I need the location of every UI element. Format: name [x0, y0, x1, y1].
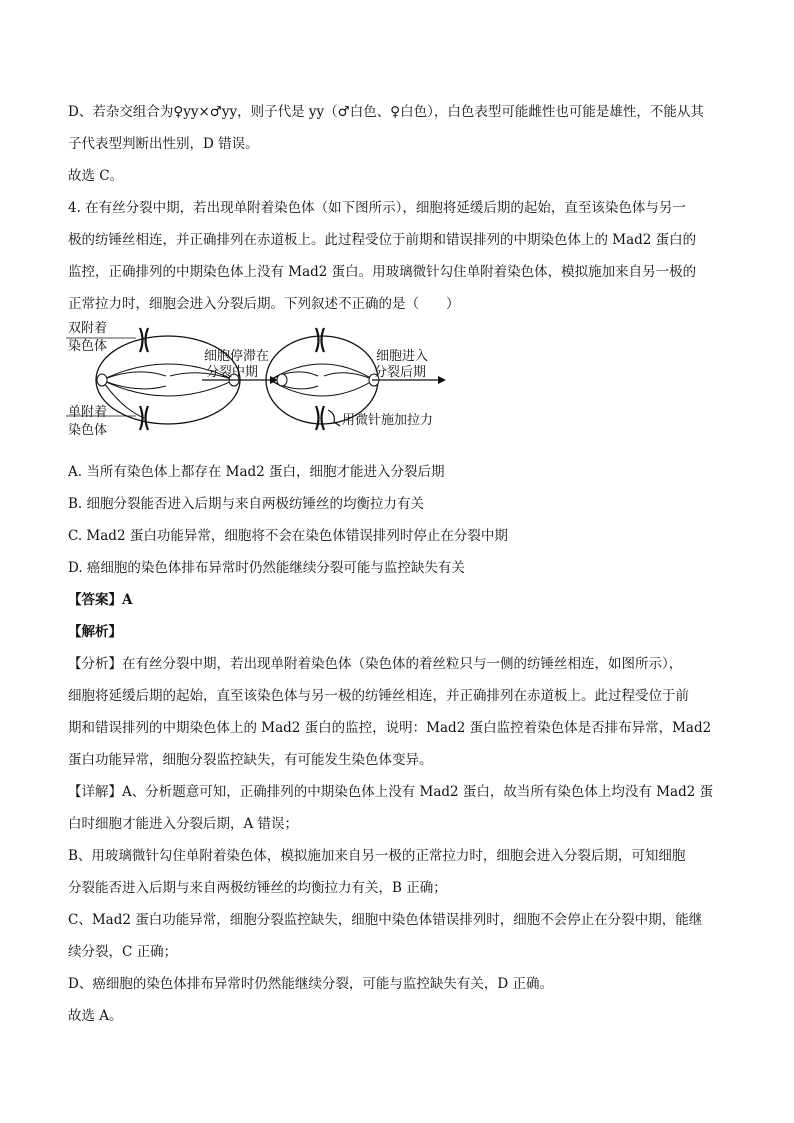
- detail-line2: 白时细胞才能进入分裂后期，A 错误；: [68, 816, 299, 832]
- detail-line6: 续分裂，C 正确；: [68, 944, 178, 960]
- option-a: A. 当所有染色体上都存在 Mad2 蛋白，细胞才能进入分裂后期: [68, 464, 445, 480]
- detail-line5: C、Mad2 蛋白功能异常，细胞分裂监控缺失，细胞中染色体错误排列时，细胞不会停止在分裂中期，能继: [68, 912, 703, 928]
- detail-line4: 分裂能否进入后期与来自两极纺锤丝的均衡拉力有关，B 正确；: [68, 880, 447, 896]
- needle-label: 用微针施加拉力: [342, 413, 434, 428]
- label-single-line2: 染色体: [68, 423, 108, 438]
- final-answer-line: 故选 A。: [68, 1008, 123, 1024]
- label-double-line1: 双附着: [68, 321, 108, 336]
- option-d: D. 癌细胞的染色体排布异常时仍然能继续分裂可能与监控缺失有关: [68, 560, 465, 576]
- mitosis-diagram: [66, 318, 466, 448]
- arrow1-label-bottom: 分裂中期: [206, 365, 259, 380]
- analysis-header: 【解析】: [68, 624, 122, 640]
- question-stem-line2: 极的纺锤丝相连，并正确排列在赤道板上。此过程受位于前期和错误排列的中期染色体上的 Mad2 蛋白的: [68, 232, 697, 248]
- question-stem-line3: 监控，正确排列的中期染色体上没有 Mad2 蛋白。用玻璃微针勾住单附着染色体，模拟施加来自另一极的: [68, 264, 697, 280]
- spindle-fiber: [102, 380, 144, 418]
- option-b: B. 细胞分裂能否进入后期与来自两极纺锤丝的均衡拉力有关: [68, 496, 425, 512]
- spindle-fiber: [324, 373, 374, 380]
- centrosome-left: [97, 374, 107, 386]
- detail-line3: B、用玻璃微针勾住单附着染色体，模拟施加来自另一极的正常拉力时，细胞会进入分裂后期，可知细胞: [68, 848, 686, 864]
- single-attached-chromosome-2: [316, 406, 324, 430]
- double-attached-chromosome-2: [316, 328, 324, 352]
- arrow1-label-top: 细胞停滞在: [204, 349, 270, 364]
- prev-option-d-line1: D、若杂交组合为♀yy×♂yy，则子代是 yy（♂白色、♀白色），白色表型可能雌性也可能是雄性，不能从其: [68, 104, 704, 120]
- double-attached-chromosome: [140, 328, 148, 352]
- arrow2-label-bottom: 分裂后期: [374, 365, 427, 380]
- detail-line7: D、癌细胞的染色体排布异常时仍然能继续分裂，可能与监控缺失有关，D 正确。: [68, 976, 553, 992]
- centrosome-left-2: [277, 374, 287, 386]
- analysis-line2: 细胞将延缓后期的起始，直至该染色体与另一极的纺锤丝相连，并正确排列在赤道板上。此过程受位于前: [68, 688, 689, 704]
- analysis-line4: 蛋白功能异常，细胞分裂监控缺失，有可能发生染色体变异。: [68, 752, 433, 768]
- analysis-line3: 期和错误排列的中期染色体上的 Mad2 蛋白的监控，说明：Mad2 蛋白监控着染色体是否排布异常，Mad2: [68, 720, 712, 736]
- question-stem-line1: 4. 在有丝分裂中期，若出现单附着染色体（如下图所示），细胞将延缓后期的起始，直至该染色体与另一: [68, 200, 686, 216]
- prev-option-d-line2: 子代表型判断出性别，D 错误。: [68, 136, 259, 152]
- question-stem-line4: 正常拉力时，细胞会进入分裂后期。下列叙述不正确的是（ ）: [68, 296, 460, 312]
- spindle-fiber: [102, 380, 234, 396]
- answer-line: 【答案】A: [68, 592, 133, 608]
- prev-answer-line: 故选 C。: [68, 168, 124, 184]
- label-double-line2: 染色体: [68, 339, 108, 354]
- analysis-line1: 【分析】在有丝分裂中期，若出现单附着染色体（染色体的着丝粒只与一侧的纺锤丝相连，如图所示），: [68, 656, 683, 672]
- arrow-2-head: [438, 376, 446, 384]
- option-c: C. Mad2 蛋白功能异常，细胞将不会在染色体错误排列时停止在分裂中期: [68, 528, 508, 544]
- label-single-line1: 单附着: [68, 405, 108, 420]
- detail-line1: 【详解】A、分析题意可知，正确排列的中期染色体上没有 Mad2 蛋白，故当所有染色体上均没有 Mad2 蛋: [68, 784, 714, 800]
- arrow2-label-top: 细胞进入: [376, 349, 429, 364]
